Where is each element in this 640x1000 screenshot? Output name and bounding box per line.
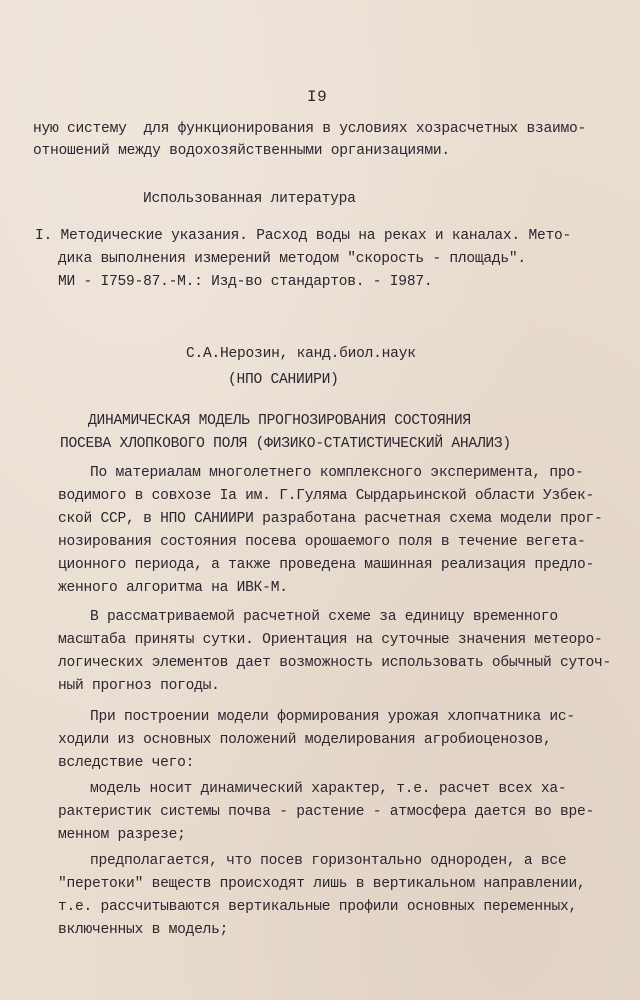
body-line: т.е. рассчитываются вертикальные профили основных переменных, xyxy=(58,899,577,915)
body-line: предполагается, что посев горизонтально однороден, а все xyxy=(90,853,567,869)
body-line: менном разрезе; xyxy=(58,827,186,843)
reference-line: МИ - I759-87.-М.: Изд-во стандартов. - I987. xyxy=(58,274,433,290)
reference-line: дика выполнения измерений методом "скорость - площадь". xyxy=(58,251,526,267)
reference-line: I. Методические указания. Расход воды на реках и каналах. Мето- xyxy=(35,228,571,244)
paragraph-line: ную систему для функционирования в условиях хозрасчетных взаимо- xyxy=(33,121,586,137)
body-line: вследствие чего: xyxy=(58,755,195,771)
author-name: С.А.Нерозин, канд.биол.наук xyxy=(186,346,416,362)
references-heading: Использованная литература xyxy=(143,191,356,207)
body-line: ный прогноз погоды. xyxy=(58,678,220,694)
body-line: модель носит динамический характер, т.е. расчет всех ха- xyxy=(90,781,567,797)
body-line: При построении модели формирования урожая хлопчатника ис- xyxy=(90,709,575,725)
body-line: "перетоки" веществ происходят лишь в вертикальном направлении, xyxy=(58,876,586,892)
body-line: По материалам многолетнего комплексного эксперимента, про- xyxy=(90,465,584,481)
body-line: ционного периода, а также проведена машинная реализация предло- xyxy=(58,557,594,573)
body-line: водимого в совхозе Iа им. Г.Гуляма Сырдарьинской области Узбек- xyxy=(58,488,594,504)
page-number: I9 xyxy=(307,88,328,106)
body-line: женного алгоритма на ИВК-М. xyxy=(58,580,288,596)
body-line: ходили из основных положений моделирования агробиоценозов, xyxy=(58,732,552,748)
body-line: масштаба приняты сутки. Ориентация на суточные значения метеоро- xyxy=(58,632,603,648)
body-line: В рассматриваемой расчетной схеме за единицу временного xyxy=(90,609,558,625)
article-title-line: ПОСЕВА ХЛОПКОВОГО ПОЛЯ (ФИЗИКО-СТАТИСТИЧЕСКИЙ АНАЛИЗ) xyxy=(60,436,511,452)
body-line: рактеристик системы почва - растение - атмосфера дается во вре- xyxy=(58,804,594,820)
author-affiliation: (НПО САНИИРИ) xyxy=(228,372,339,388)
body-line: включенных в модель; xyxy=(58,922,229,938)
body-line: логических элементов дает возможность использовать обычный суточ- xyxy=(58,655,611,671)
body-line: ской ССР, в НПО САНИИРИ разработана расчетная схема модели прог- xyxy=(58,511,603,527)
body-line: нозирования состояния посева орошаемого поля в течение вегета- xyxy=(58,534,586,550)
paragraph-line: отношений между водохозяйственными организациями. xyxy=(33,143,450,159)
article-title-line: ДИНАМИЧЕСКАЯ МОДЕЛЬ ПРОГНОЗИРОВАНИЯ СОСТОЯНИЯ xyxy=(88,413,471,429)
